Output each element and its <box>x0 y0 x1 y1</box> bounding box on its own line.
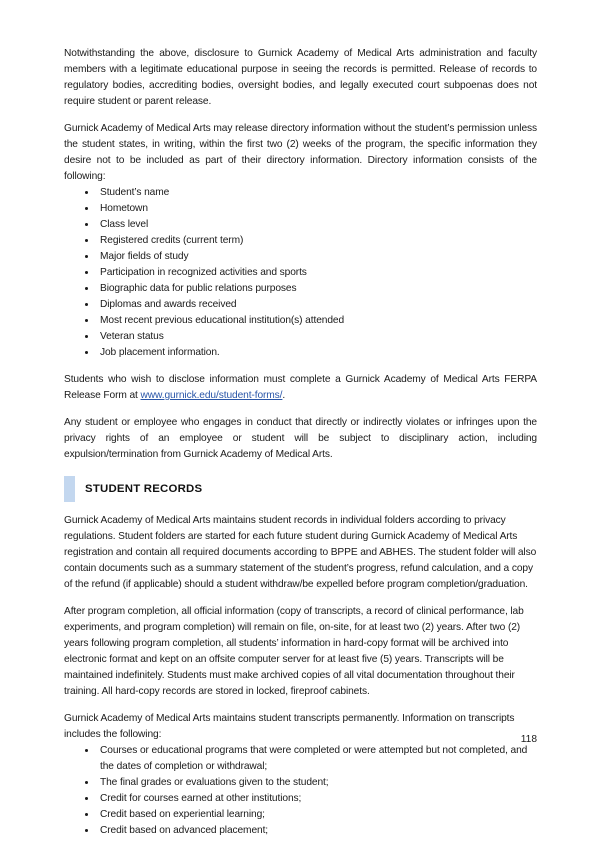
list-item-label: Veteran status <box>100 331 164 342</box>
paragraph-after-program-completion: After program completion, all official information (copy of transcripts, a record of clinical performance, lab experiments, and program completion) will remain on file, on-site, for at least two (2) years. After two (2) years following program completion, all students’ information in hard-copy format will be archived into electronic format and kept on an offsite computer server for at least five (5) years. Transcripts will be maintained indefinitely. Students must make archived copies of all vital documentation throughout their training. All hard-copy records are stored in locked, fireproof cabinets. <box>64 606 524 697</box>
bullet-dot-icon <box>85 781 88 784</box>
bullet-dot-icon <box>85 191 88 194</box>
page-number: 118 <box>520 734 537 745</box>
list-item-label: Courses or educational programs that were completed or were attempted but not completed, and the dates of completion or withdrawal; <box>100 745 528 772</box>
list-item <box>64 233 537 249</box>
list-directory-information <box>64 185 537 361</box>
bullet-dot-icon <box>85 255 88 258</box>
bullet-dot-icon <box>85 319 88 322</box>
list-item <box>64 217 537 233</box>
ferpa-release-text-suffix: . <box>282 390 286 401</box>
list-item <box>64 807 537 823</box>
list-item <box>64 265 537 281</box>
list-transcript-contents <box>64 743 537 839</box>
list-item <box>64 281 537 297</box>
bullet-dot-icon <box>85 797 88 800</box>
list-item <box>64 185 537 201</box>
list-item <box>64 249 537 265</box>
bullet-dot-icon <box>85 271 88 274</box>
list-item-label: Participation in recognized activities and sports <box>100 267 307 278</box>
bullet-dot-icon <box>85 351 88 354</box>
list-item-label: The final grades or evaluations given to the student; <box>100 777 329 788</box>
bullet-dot-icon <box>85 303 88 306</box>
list-item <box>64 297 537 313</box>
page-title: STUDENT RECORDS <box>85 483 203 495</box>
paragraph-student-records-folders: Gurnick Academy of Medical Arts maintains student records in individual folders according to privacy regulations. Student folders are started for each future student during Gurnick Academy of Medical Arts registration and contain all required documents according to BPPE and ABHES. The student folder will also contain documents such as a summary statement of the student’s progress, refund calculation, and a copy of the refund (if applicable) should a student withdraw/be expelled before program completion/graduation. <box>64 515 537 590</box>
list-item-label: Biographic data for public relations purposes <box>100 283 297 294</box>
list-item-label: Credit for courses earned at other institutions; <box>100 793 302 804</box>
paragraph-privacy-violation: Any student or employee who engages in conduct that directly or indirectly violates or infringes upon the privacy rights of an employee or student will be subject to disciplinary action, including expulsion/termination from Gurnick Academy of Medical Arts. <box>64 417 537 460</box>
page-content <box>64 46 537 850</box>
paragraph-disclosure-notice: Notwithstanding the above, disclosure to Gurnick Academy of Medical Arts administration and faculty members with a legitimate educational purpose in seeing the records is permitted. Release of records to regulatory bodies, accrediting bodies, oversight bodies, and legally executed court subpoenas does not require student or parent release. <box>64 48 537 107</box>
list-item <box>64 313 537 329</box>
list-item <box>64 775 537 791</box>
paragraph-ferpa-release <box>64 372 537 404</box>
bullet-dot-icon <box>85 335 88 338</box>
list-item <box>64 201 537 217</box>
ferpa-release-text-prefix: Students who wish to disclose information must complete a Gurnick Academy of Medical Arts FERPA Release Form at <box>64 374 537 401</box>
list-item-label: Student’s name <box>100 187 170 198</box>
list-item-label: Class level <box>100 219 149 230</box>
bullet-dot-icon <box>85 813 88 816</box>
bullet-dot-icon <box>85 287 88 290</box>
student-forms-link[interactable]: www.gurnick.edu/student-forms/ <box>140 390 283 401</box>
list-item-label: Registered credits (current term) <box>100 235 244 246</box>
bullet-dot-icon <box>85 207 88 210</box>
list-item-label: Job placement information. <box>100 347 220 358</box>
bullet-dot-icon <box>85 223 88 226</box>
list-item-label: Credit based on advanced placement; <box>100 825 269 836</box>
list-item <box>64 345 537 361</box>
list-item <box>64 791 537 807</box>
paragraph-transcripts-intro: Gurnick Academy of Medical Arts maintains student transcripts permanently. Information on transcripts includes the following: <box>64 713 515 740</box>
list-item-label: Hometown <box>100 203 148 214</box>
bullet-dot-icon <box>85 749 88 752</box>
list-item <box>64 743 537 775</box>
heading-accent-bar-icon <box>64 476 75 502</box>
list-item-label: Most recent previous educational institution(s) attended <box>100 315 345 326</box>
list-item-label: Diplomas and awards received <box>100 299 237 310</box>
section-heading-student-records <box>64 476 537 502</box>
list-item-label: Major fields of study <box>100 251 189 262</box>
bullet-dot-icon <box>85 239 88 242</box>
list-item-label: Credit based on experiential learning; <box>100 809 265 820</box>
bullet-dot-icon <box>85 829 88 832</box>
list-item <box>64 329 537 345</box>
paragraph-directory-information-intro: Gurnick Academy of Medical Arts may release directory information without the student’s permission unless the student states, in writing, within the first two (2) weeks of the program, the specific information they desire not to be included as part of their directory information. Directory information consists of the following: <box>64 123 537 182</box>
list-item <box>64 823 537 839</box>
